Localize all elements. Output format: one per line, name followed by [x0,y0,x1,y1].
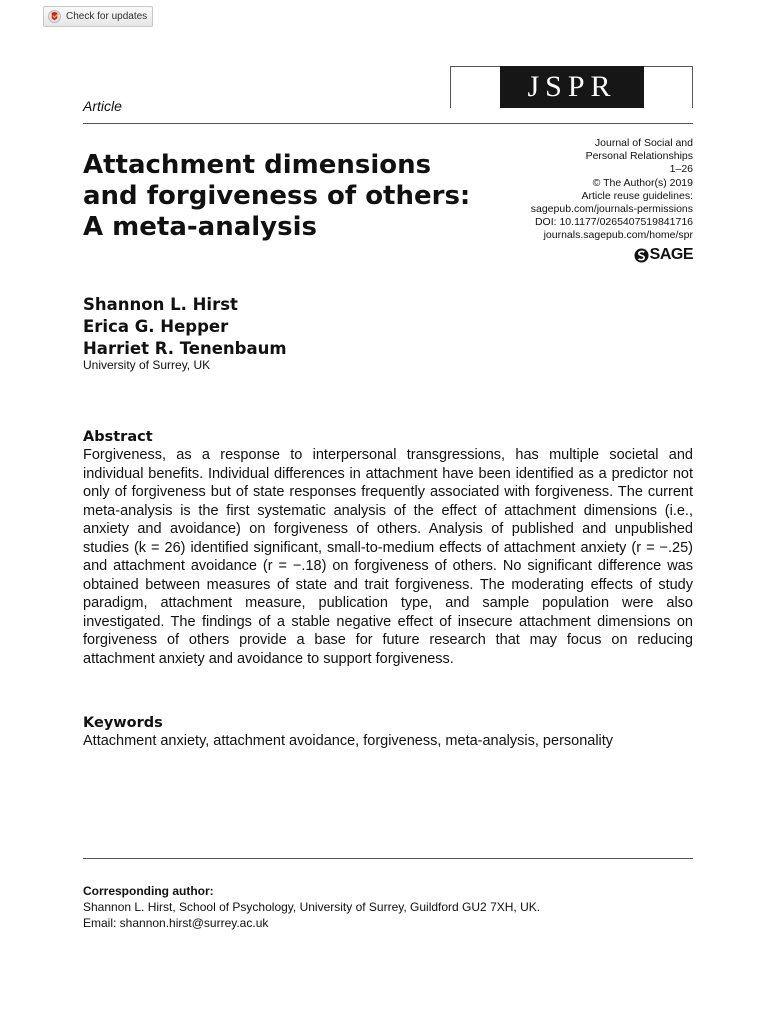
article-title [83,150,483,243]
abstract-text: Forgiveness, as a response to interpersonal transgressions, has multiple societal and individual benefits. Individual differences in attachment have been identified as a predictor not only of forgiveness but of state responses frequently associated with forgiveness. The current meta-analysis is the first systematic analysis of the effect of attachment dimensions (i.e., anxiety and avoidance) on forgiveness of others. Analysis of published and unpublished studies (k = 26) identified significant, small-to-medium effects of attachment anxiety (r = −.25) and attachment avoidance (r = −.18) on forgiveness of others. No significant difference was obtained between measures of state and trait forgiveness. The moderating effects of study paradigm, attachment measure, publication type, and sample population were also investigated. The findings of a stable negative effect of insecure attachment dimensions on forgiveness of others provide a base for future research that may focus on reducing attachment anxiety and avoidance to support forgiveness. [83,447,693,667]
abstract-heading: Abstract [83,429,153,445]
article-type-label: Article [83,98,122,114]
keywords-text: Attachment anxiety, attachment avoidance, forgiveness, meta-analysis, personality [83,733,614,749]
journal-metadata [493,137,693,243]
corresponding-author-address: Shannon L. Hirst, School of Psychology, University of Surrey, Guildford GU2 7XH, UK. [83,900,541,914]
author-name: Shannon L. Hirst [83,295,238,314]
check-for-updates-button[interactable] [43,6,153,27]
sage-logo-text: SAGE [649,246,693,263]
crossmark-icon [48,10,61,23]
journal-homepage-link[interactable]: journals.sagepub.com/home/spr [543,229,693,242]
header-divider [83,123,693,124]
author-affiliation: University of Surrey, UK [83,358,211,372]
journal-name-line: Personal Relationships [585,150,693,163]
keywords-heading: Keywords [83,715,163,731]
journal-logo: JSPR [500,66,644,108]
journal-name-line: Journal of Social and [594,137,693,149]
sage-logo [634,245,693,265]
copyright: © The Author(s) 2019 [592,176,693,189]
corresponding-author-email[interactable]: Email: shannon.hirst@surrey.ac.uk [83,916,269,930]
check-for-updates-label: Check for updates [66,11,148,22]
sage-emblem-icon [634,248,649,263]
author-name: Erica G. Hepper [83,317,229,336]
corresponding-author-heading: Corresponding author: [83,884,214,898]
footer-divider [83,858,693,859]
title-line: Attachment dimensions [83,150,432,180]
page-range: 1–26 [669,163,693,176]
reuse-guidelines-label: Article reuse guidelines: [581,189,693,202]
title-line: and forgiveness of others: [83,181,471,211]
author-name: Harriet R. Tenenbaum [83,339,287,358]
title-line: A meta-analysis [83,212,317,242]
permissions-link[interactable]: sagepub.com/journals-permissions [530,203,693,216]
author-list [83,294,287,360]
doi-link[interactable]: DOI: 10.1177/0265407519841716 [534,216,693,229]
